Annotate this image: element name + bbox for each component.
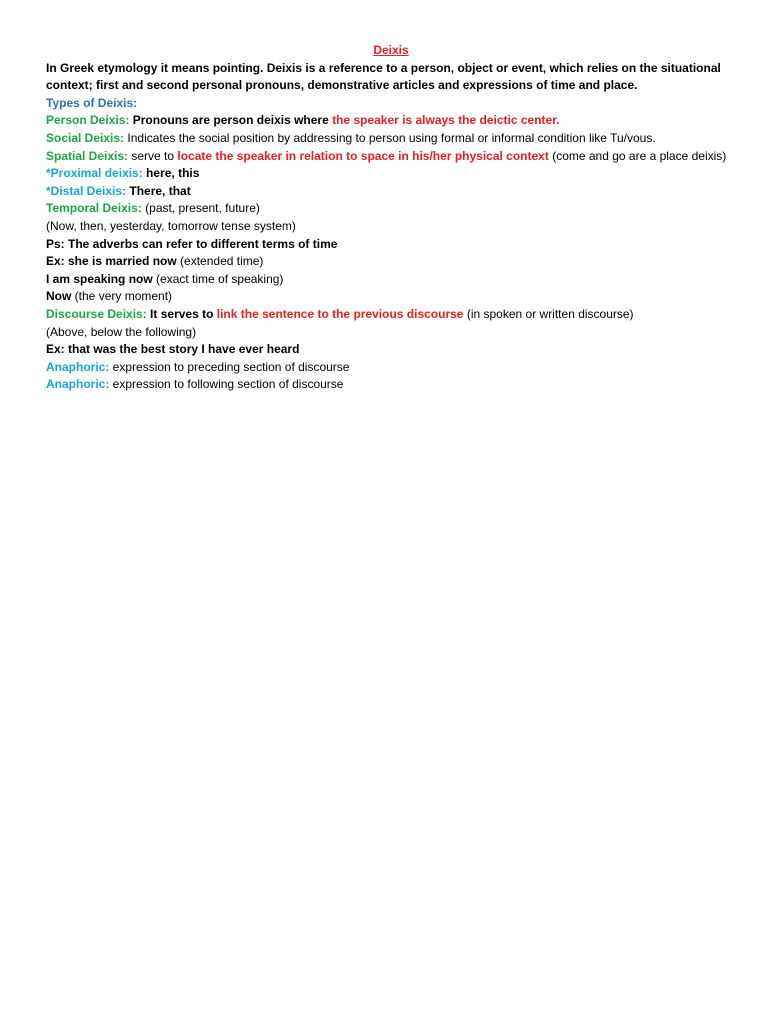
person-deixis-highlight: the speaker is always the deictic center.	[332, 113, 560, 128]
temporal-line-2: Ps: The adverbs can refer to different terms of time	[46, 236, 338, 251]
anaphoric-line-1	[46, 359, 736, 377]
social-deixis-line	[46, 130, 736, 148]
distal-deixis-text: There, that	[126, 183, 191, 198]
temporal-line-4-bold: I am speaking now	[46, 271, 153, 286]
proximal-deixis-label: *Proximal deixis:	[46, 166, 143, 181]
spatial-deixis-highlight: locate the speaker in relation to space in his/her physical context	[177, 148, 549, 163]
discourse-line-2: Ex: that was the best story I have ever heard	[46, 342, 300, 357]
discourse-deixis-highlight: link the sentence to the previous discourse	[216, 306, 464, 321]
types-heading: Types of Deixis:	[46, 95, 138, 110]
temporal-line-3	[46, 253, 736, 271]
temporal-line-5-bold: Now	[46, 289, 72, 304]
temporal-deixis-line	[46, 200, 736, 218]
anaphoric-line-2	[46, 376, 736, 394]
temporal-line-4-rest: (exact time of speaking)	[152, 271, 284, 286]
temporal-deixis-text: (past, present, future)	[141, 201, 260, 216]
discourse-deixis-line	[46, 306, 736, 324]
distal-deixis-label: *Distal Deixis:	[46, 183, 127, 198]
person-deixis-label: Person Deixis:	[46, 113, 130, 128]
spatial-deixis-line	[46, 148, 736, 166]
temporal-line-5	[46, 288, 736, 306]
discourse-line-1: (Above, below the following)	[46, 324, 197, 339]
anaphoric-text-2: expression to following section of discourse	[109, 377, 344, 392]
proximal-deixis-text: here, this	[142, 166, 200, 181]
types-heading-line	[46, 95, 736, 113]
spatial-deixis-text: serve to	[128, 148, 178, 163]
temporal-line-3-rest: (extended time)	[176, 254, 264, 269]
anaphoric-text-1: expression to preceding section of discourse	[109, 359, 350, 374]
anaphoric-label-2: Anaphoric:	[46, 377, 110, 392]
temporal-line-3-bold: Ex: she is married now	[46, 254, 177, 269]
distal-deixis-line	[46, 183, 736, 201]
proximal-deixis-line	[46, 165, 736, 183]
temporal-line-4	[46, 271, 736, 289]
temporal-deixis-label: Temporal Deixis:	[46, 201, 142, 216]
anaphoric-label-1: Anaphoric:	[46, 359, 110, 374]
social-deixis-text: Indicates the social position by addressing to person using formal or informal condition like Tu/vous.	[124, 130, 656, 145]
intro-paragraph: In Greek etymology it means pointing. Deixis is a reference to a person, object or event, which relies on the situational context; first and second personal pronouns, demonstrative articles and expressions of time and place.	[46, 60, 721, 93]
document-page	[46, 42, 736, 394]
document-title: Deixis	[373, 43, 409, 57]
spatial-deixis-text-2: (come and go are a place deixis)	[548, 148, 727, 163]
temporal-line-1: (Now, then, yesterday, tomorrow tense system)	[46, 218, 296, 233]
person-deixis-text: Pronouns are person deixis where	[129, 113, 333, 128]
person-deixis-line	[46, 112, 736, 130]
discourse-deixis-label: Discourse Deixis:	[46, 306, 147, 321]
discourse-deixis-text-2: (in spoken or written discourse)	[463, 306, 634, 321]
discourse-deixis-text: It serves to	[146, 306, 217, 321]
social-deixis-label: Social Deixis:	[46, 130, 125, 145]
temporal-line-5-rest: (the very moment)	[71, 289, 173, 304]
spatial-deixis-label: Spatial Deixis:	[46, 148, 129, 163]
